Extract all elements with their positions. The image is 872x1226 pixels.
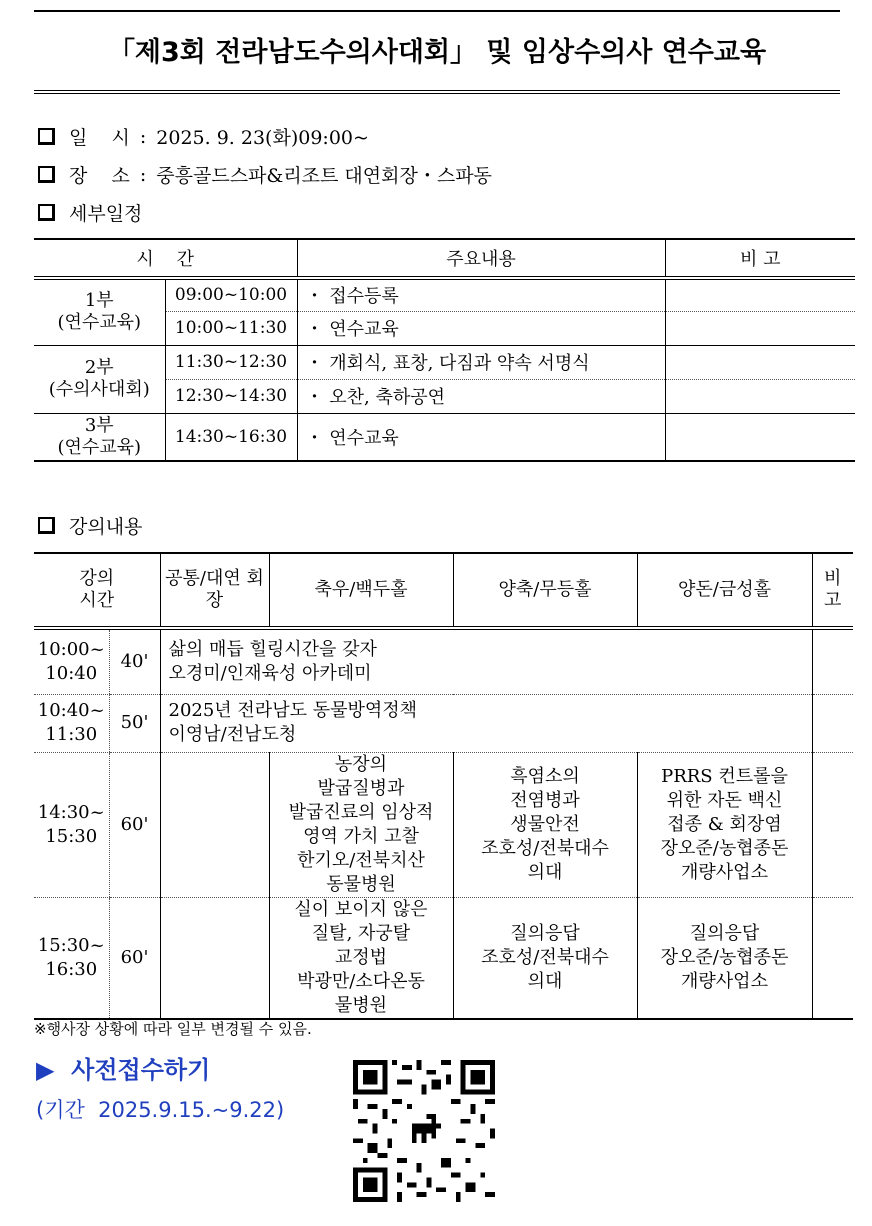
lecture-common [160, 897, 269, 1019]
page-title: 「제3회 전라남도수의사대회」 및 임상수의사 연수교육 [107, 37, 767, 68]
lecture-note-cell [812, 694, 853, 752]
schedule-content: ・ 개회식, 표창, 다짐과 약속 서명식 [297, 345, 665, 379]
schedule-note-cell [665, 311, 855, 345]
lecture-header-cattle: 축우/백두홀 [269, 553, 453, 628]
schedule-note-cell [665, 345, 855, 379]
schedule-header-time: 시 간 [34, 239, 297, 278]
lecture-common: 삶의 매듭 힐링시간을 갖자 오경미/인재육성 아카데미 [160, 628, 812, 694]
schedule-time: 14:30~16:30 [165, 413, 297, 461]
lecture-time: 10:40~ 11:30 [34, 694, 109, 752]
schedule-time: 11:30~12:30 [165, 345, 297, 379]
lecture-header-small: 양축/무등홀 [453, 553, 637, 628]
lecture-time: 15:30~ 16:30 [34, 897, 109, 1019]
lecture-table [34, 552, 853, 1020]
notice-text: ※행사장 상황에 따라 일부 변경될 수 있음. [34, 1020, 312, 1038]
info-lecture [38, 512, 142, 539]
lecture-time: 14:30~ 15:30 [34, 752, 109, 897]
schedule-note-cell [665, 413, 855, 461]
registration-period: (기간 2025.9.15.~9.22) [36, 1098, 285, 1122]
lecture-small: 질의응답 조호성/전북대수 의대 [453, 897, 637, 1019]
info-place: 장 소 : 중흥골드스파&리조트 대연회장・스파동 [38, 161, 492, 188]
lecture-header-swine: 양돈/금성홀 [637, 553, 812, 628]
schedule-table [34, 238, 855, 462]
checkbox-icon [38, 204, 55, 221]
lecture-header-time: 강의 시간 [34, 553, 160, 628]
schedule-note-cell [665, 278, 855, 311]
schedule-header-note: 비 고 [665, 239, 855, 278]
date-value: 2025. 9. 23(화)09:00~ [156, 127, 369, 149]
schedule-time: 09:00~10:00 [165, 278, 297, 311]
lecture-duration: 50' [109, 694, 160, 752]
info-date: 일 시 : 2025. 9. 23(화)09:00~ [38, 123, 369, 150]
title-box [34, 10, 840, 94]
schedule-time: 10:00~11:30 [165, 311, 297, 345]
lecture-common: 2025년 전라남도 동물방역정책 이영남/전남도청 [160, 694, 812, 752]
lecture-label: 강의내용 [69, 516, 143, 538]
schedule-note-cell [665, 379, 855, 413]
lecture-note-cell [812, 628, 853, 694]
checkbox-icon [38, 128, 55, 145]
schedule-content: ・ 연수교육 [297, 311, 665, 345]
lecture-duration: 60' [109, 752, 160, 897]
schedule-content: ・ 접수등록 [297, 278, 665, 311]
registration-link[interactable]: ▶ 사전접수하기 [36, 1056, 211, 1084]
info-schedule [38, 199, 142, 226]
lecture-swine: PRRS 컨트롤을 위한 자돈 백신 접종 & 회장염 장오준/농협종돈 개량사업소 [637, 752, 812, 897]
checkbox-icon [38, 166, 55, 183]
schedule-content: ・ 오찬, 축하공연 [297, 379, 665, 413]
lecture-note-cell [812, 897, 853, 1019]
lecture-common [160, 752, 269, 897]
date-label: 일 시 [69, 127, 130, 149]
schedule-part-1: 1부 (연수교육) [34, 278, 165, 345]
schedule-time: 12:30~14:30 [165, 379, 297, 413]
schedule-part-2: 2부 (수의사대회) [34, 345, 165, 413]
schedule-header-content: 주요내용 [297, 239, 665, 278]
lecture-duration: 40' [109, 628, 160, 694]
checkbox-icon [38, 517, 55, 534]
lecture-note-cell [812, 752, 853, 897]
lecture-header-common: 공통/대연 회장 [160, 553, 269, 628]
lecture-cattle: 농장의 발굽질병과 발굽진료의 임상적 영역 가치 고찰 한기오/전북치산 동물병원 [269, 752, 453, 897]
place-value: 중흥골드스파&리조트 대연회장・스파동 [156, 165, 492, 187]
schedule-part-3: 3부 (연수교육) [34, 413, 165, 461]
lecture-swine: 질의응답 장오준/농협종돈 개량사업소 [637, 897, 812, 1019]
schedule-content: ・ 연수교육 [297, 413, 665, 461]
schedule-label: 세부일정 [69, 203, 143, 225]
lecture-time: 10:00~ 10:40 [34, 628, 109, 694]
qr-code-icon[interactable] [353, 1060, 495, 1202]
place-label: 장 소 [69, 165, 130, 187]
lecture-duration: 60' [109, 897, 160, 1019]
lecture-small: 흑염소의 전염병과 생물안전 조호성/전북대수 의대 [453, 752, 637, 897]
lecture-header-note: 비 고 [812, 553, 853, 628]
lecture-cattle: 실이 보이지 않은 질탈, 자궁탈 교정법 박광만/소다온동 물병원 [269, 897, 453, 1019]
